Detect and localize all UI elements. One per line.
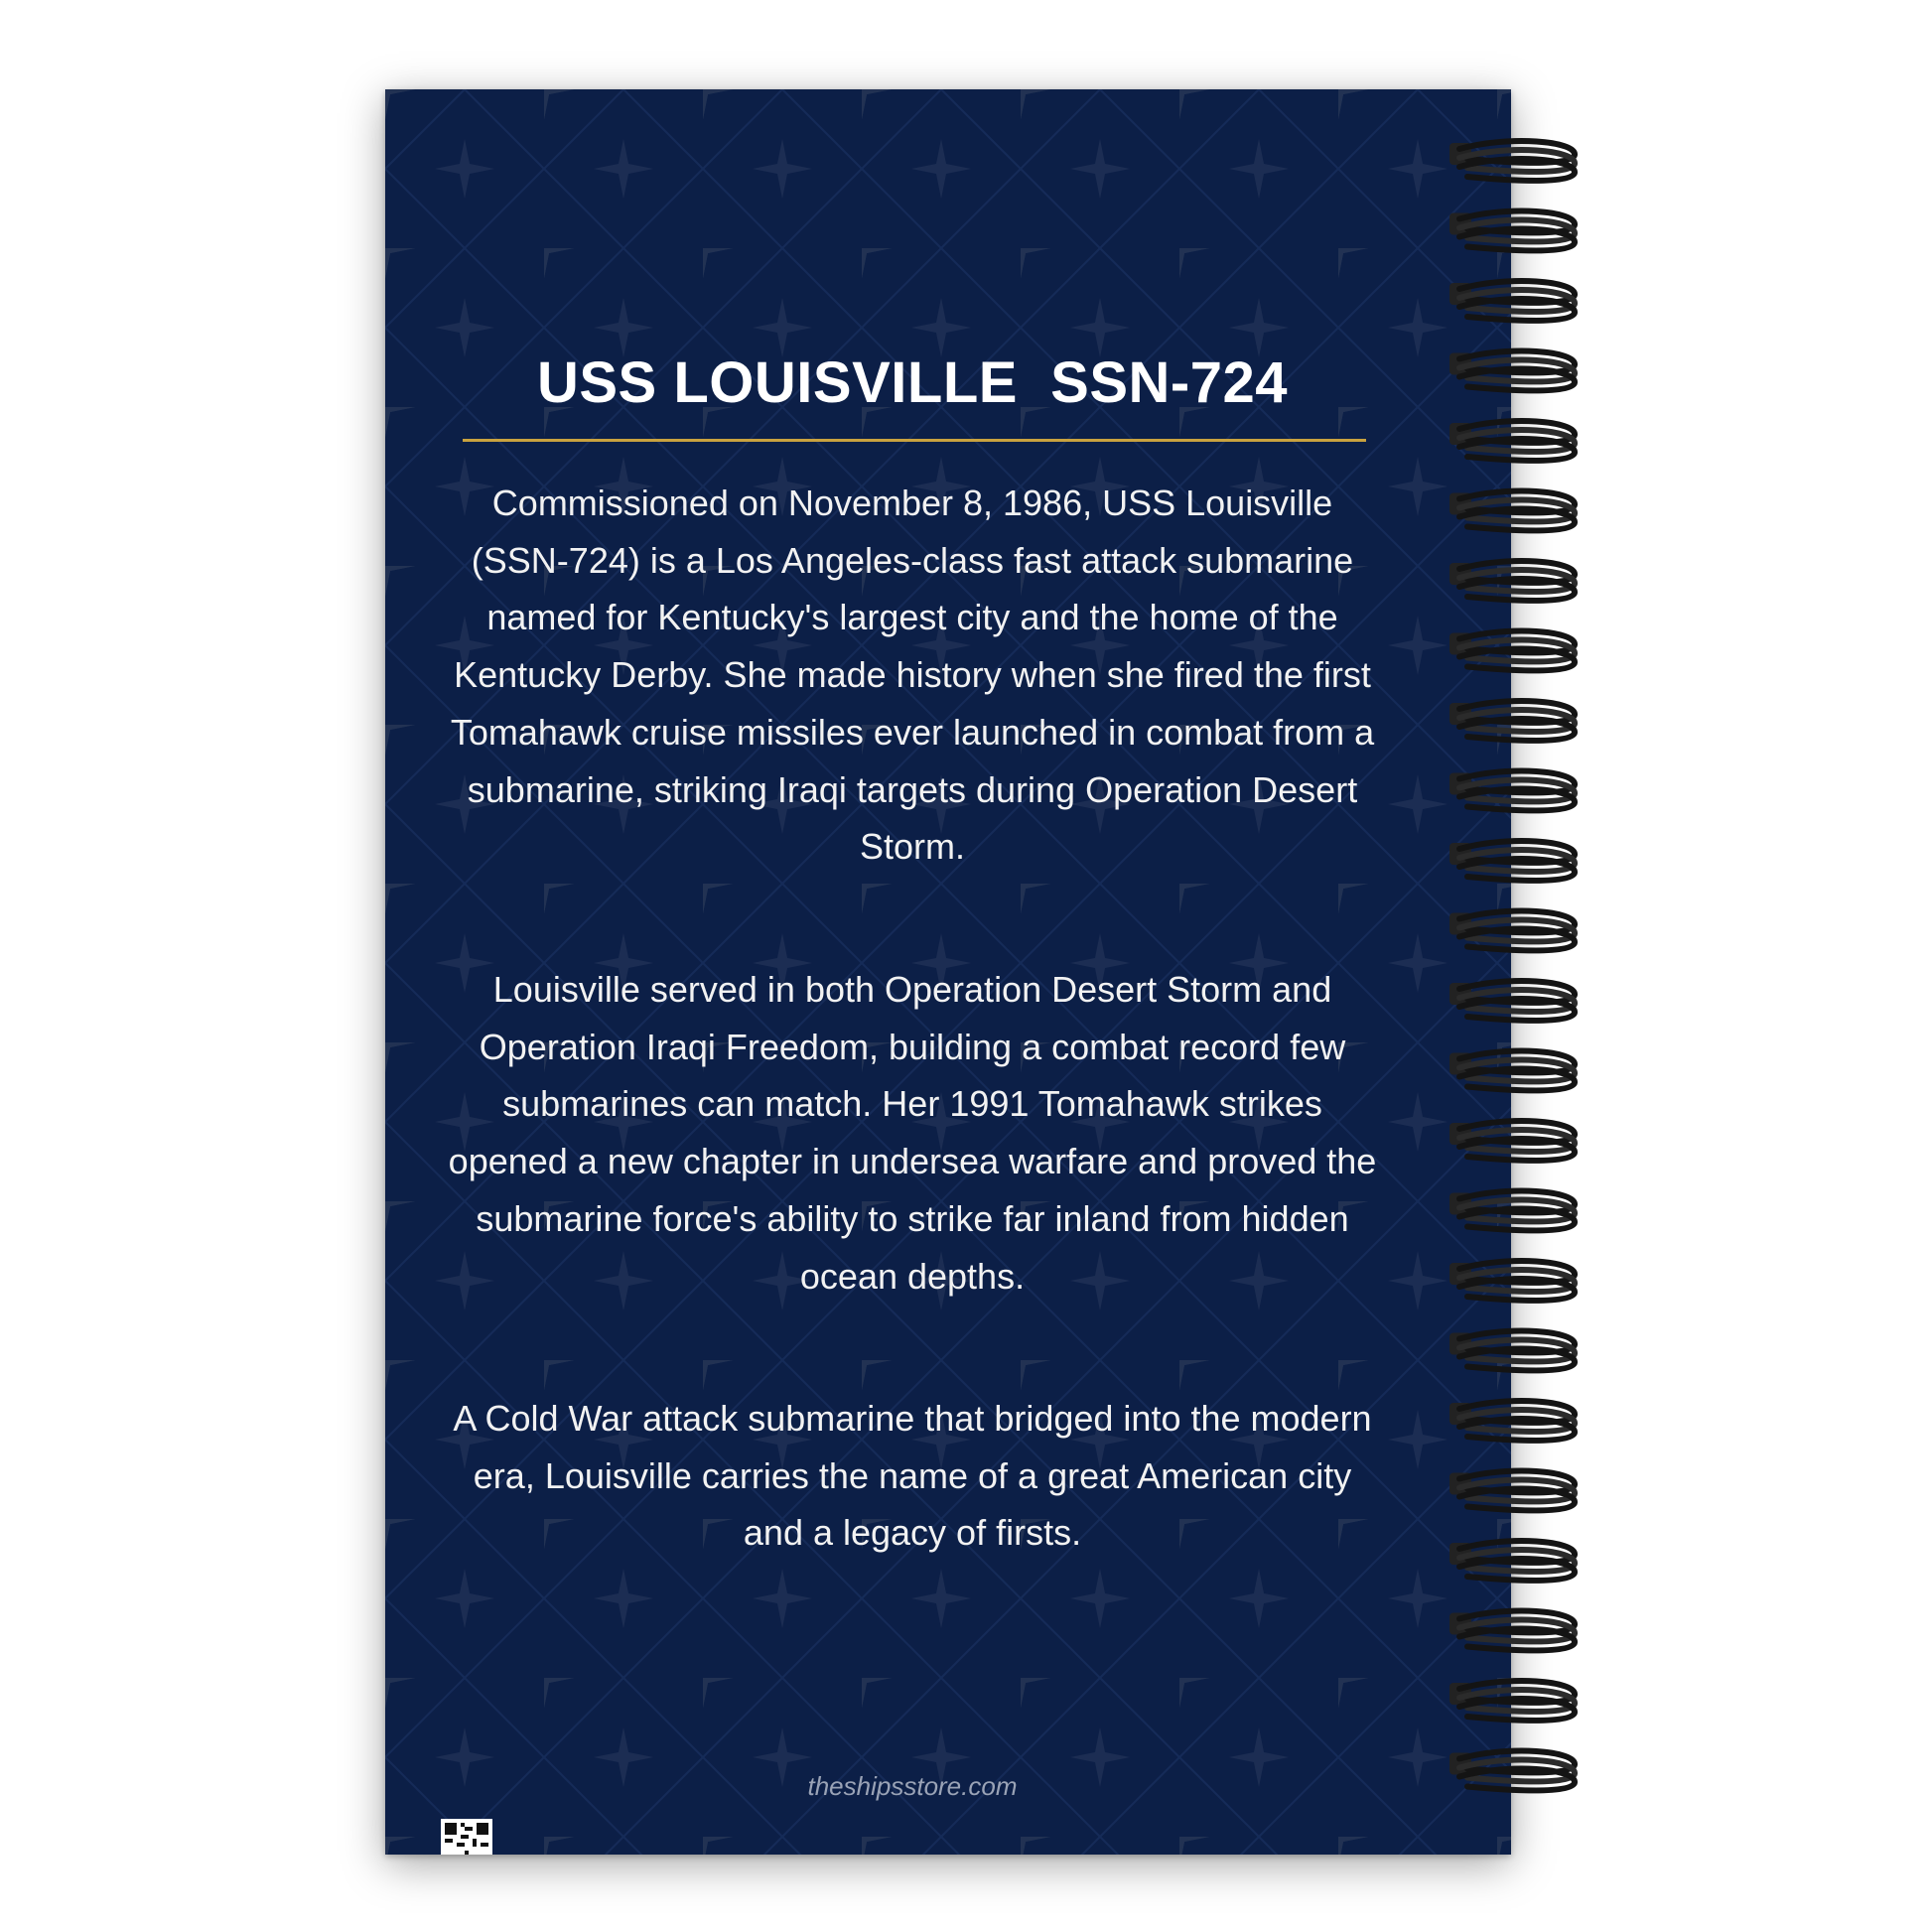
spiral-coil bbox=[1449, 1121, 1575, 1161]
spiral-coil bbox=[1449, 1541, 1575, 1581]
paragraph-service: Louisville served in both Operation Desert Storm and Operation Iraqi Freedom, building a combat record few submarines can match. Her 1991 Tomahawk strikes opened a new chapter in undersea warfare and proved the submarine force's ability to strike far inland from hidden ocean depths. bbox=[448, 969, 1377, 1297]
spiral-coil bbox=[1449, 911, 1575, 951]
paragraph-commissioning: Commissioned on November 8, 1986, USS Louisville (SSN-724) is a Los Angeles-class fast attack submarine named for Kentucky's largest city and the home of the Kentucky Derby. She made history when she fired the first Tomahawk cruise missiles ever launched in combat from a submarine, striking Iraqi targets during Operation Desert Storm. bbox=[450, 483, 1375, 868]
spiral-coil bbox=[1449, 841, 1575, 881]
spiral-coil bbox=[1449, 1261, 1575, 1301]
spiral-coil bbox=[1449, 1051, 1575, 1091]
spiral-binding bbox=[1449, 129, 1588, 1817]
spiral-coil bbox=[1449, 491, 1575, 531]
notebook-back-cover bbox=[385, 89, 1511, 1855]
spiral-coil bbox=[1449, 281, 1575, 321]
paragraph-legacy: A Cold War attack submarine that bridged into the modern era, Louisville carries the name of a great American city and a legacy of firsts. bbox=[453, 1398, 1372, 1554]
spiral-coil bbox=[1449, 1751, 1575, 1791]
spiral-coil bbox=[1449, 561, 1575, 601]
page-title: USS LOUISVILLE SSN-724 bbox=[536, 350, 1288, 415]
spiral-coil bbox=[1449, 1611, 1575, 1651]
spiral-coil bbox=[1449, 211, 1575, 251]
spiral-coil bbox=[1449, 141, 1575, 181]
spiral-coil bbox=[1449, 421, 1575, 461]
spiral-coil bbox=[1449, 631, 1575, 671]
website-text: theshipsstore.com bbox=[807, 1771, 1018, 1801]
spiral-coil bbox=[1449, 771, 1575, 811]
qr-code-icon bbox=[441, 1819, 492, 1855]
spiral-coil bbox=[1449, 1401, 1575, 1441]
title-divider bbox=[463, 439, 1366, 442]
spiral-coil bbox=[1449, 351, 1575, 391]
spiral-coil bbox=[1449, 1681, 1575, 1721]
spiral-coil bbox=[1449, 1471, 1575, 1511]
spiral-coil bbox=[1449, 981, 1575, 1021]
spiral-coil bbox=[1449, 1331, 1575, 1371]
spiral-coil bbox=[1449, 701, 1575, 741]
spiral-coil bbox=[1449, 1191, 1575, 1231]
